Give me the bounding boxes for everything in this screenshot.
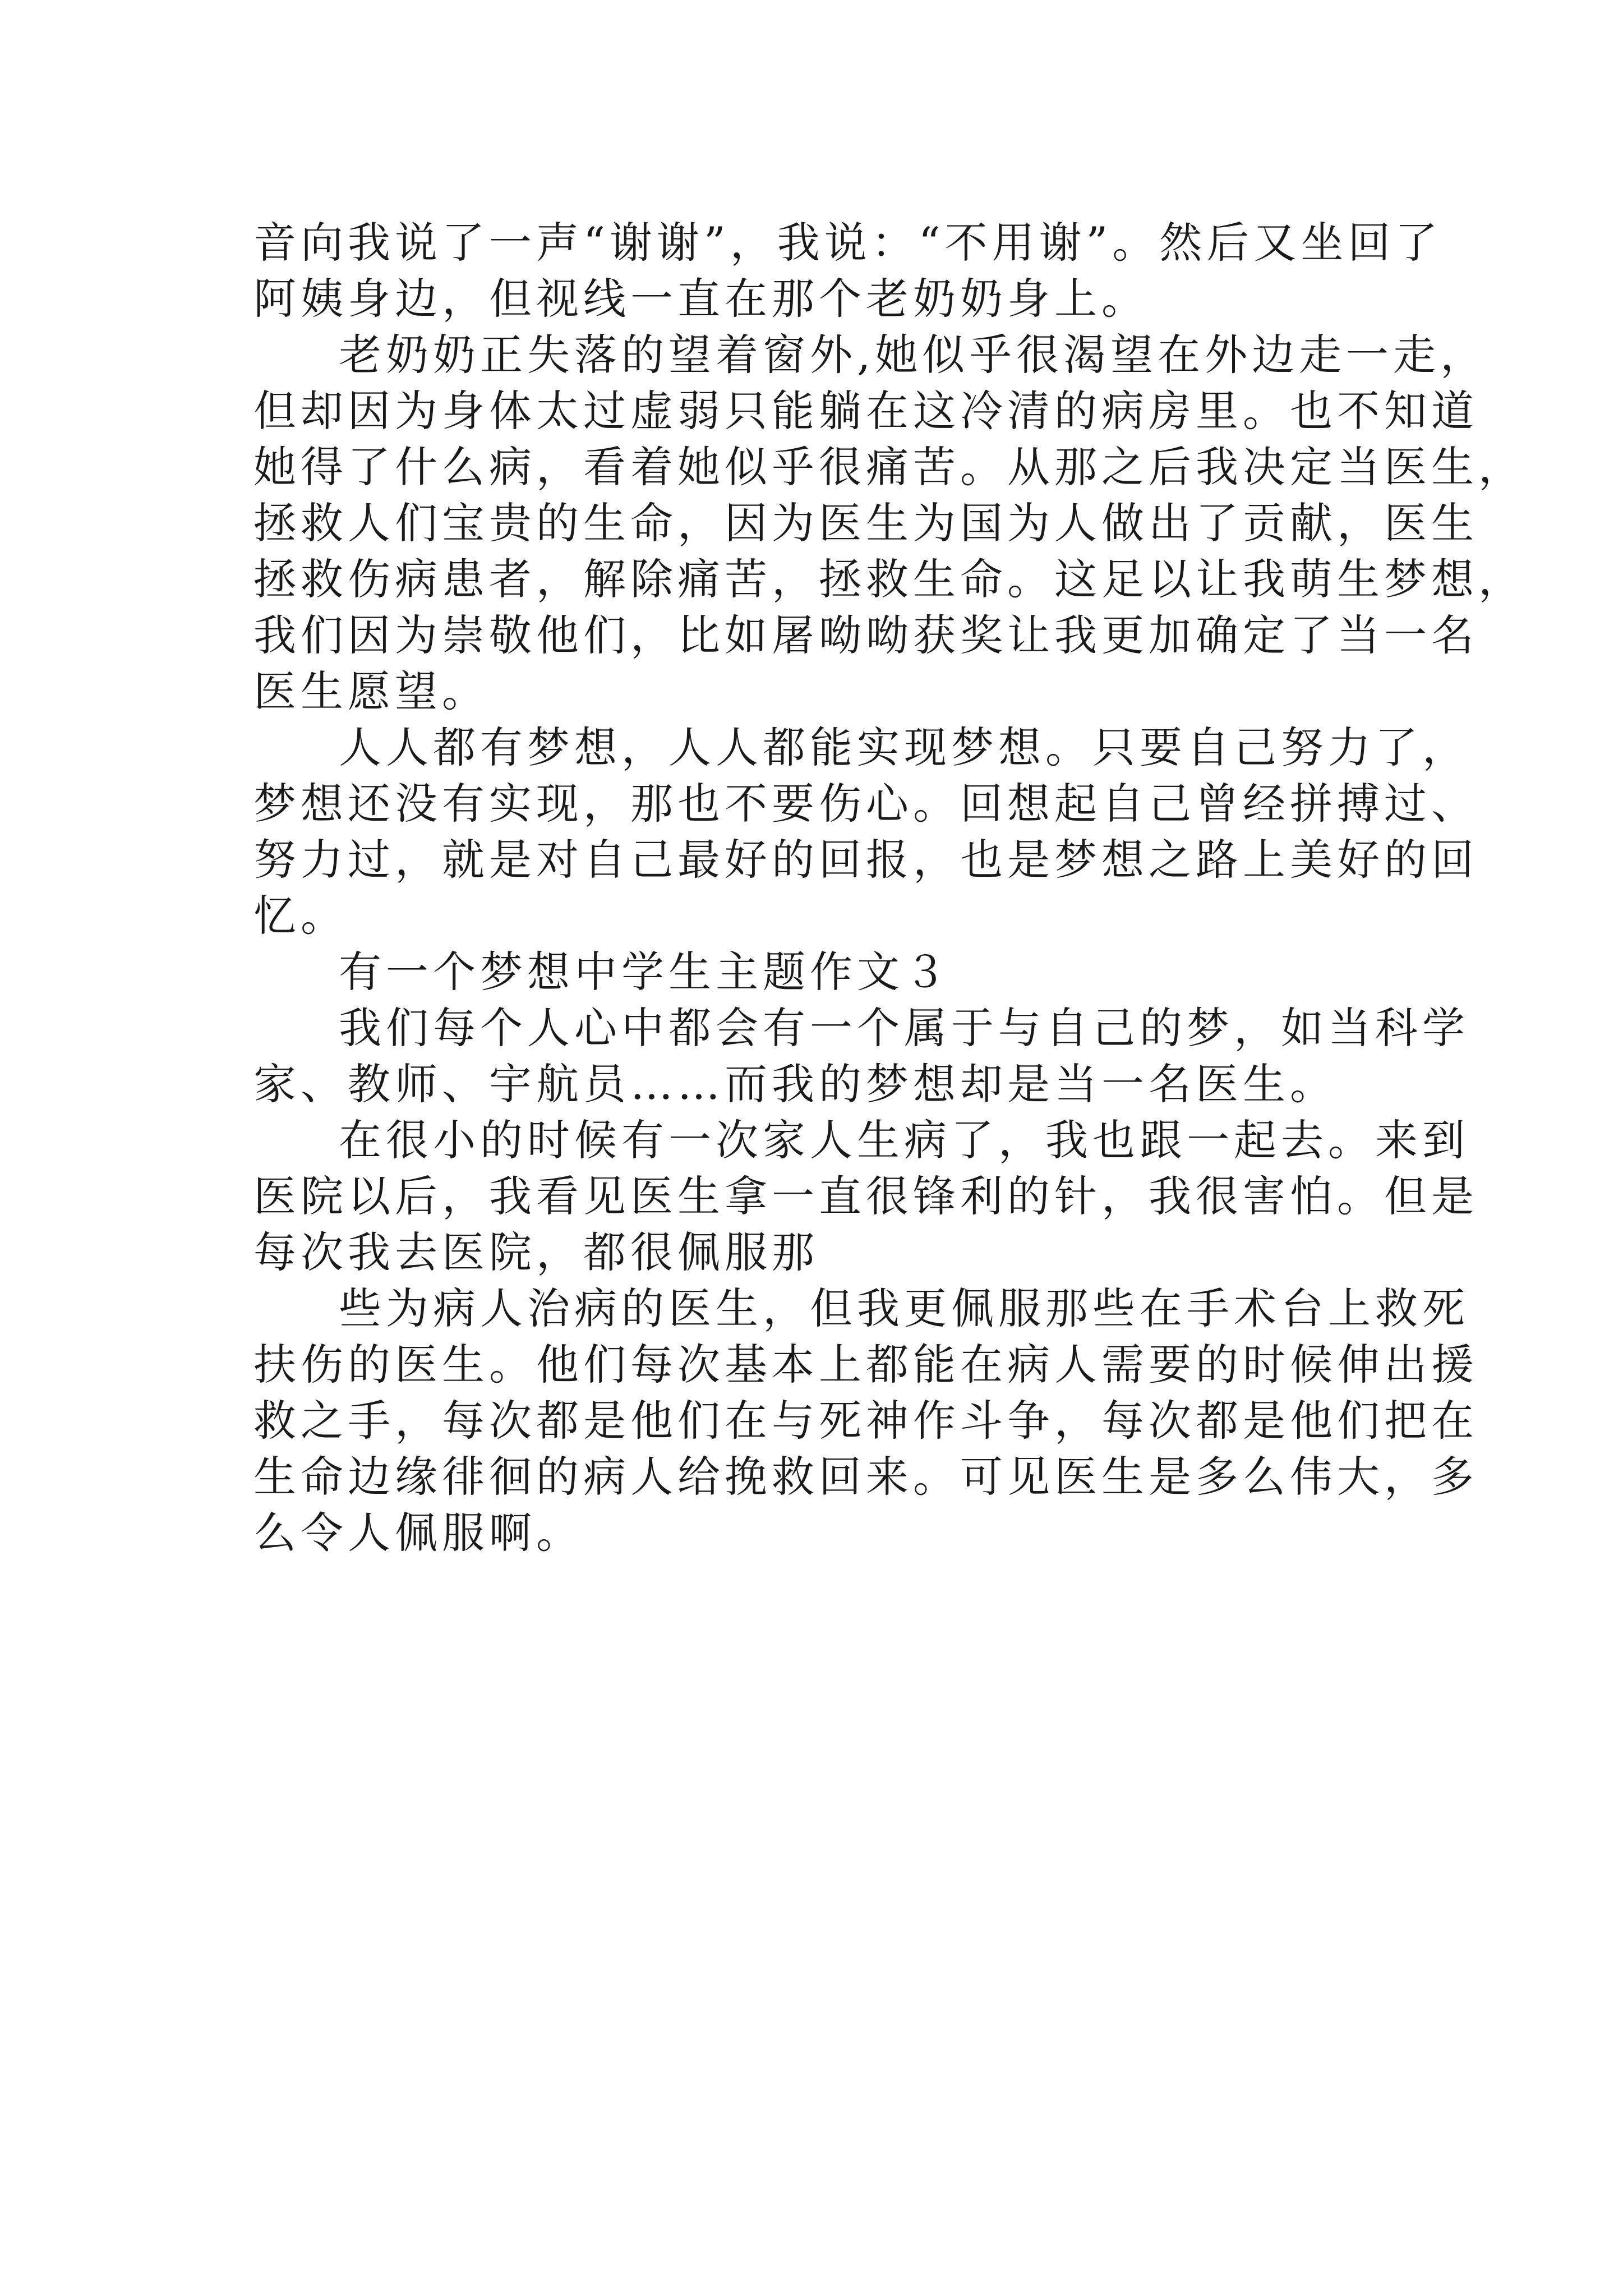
paragraph-1-line-1: 音向我说了一声“谢谢”，我说：“不用谢”。然后又坐回了 <box>253 218 1442 268</box>
paragraph-5-line-1: 在很小的时候有一次家人生病了，我也跟一起去。来到 <box>339 1115 1469 1165</box>
paragraph-2-line-4: 拯救人们宝贵的生命，因为医生为国为人做出了贡献，医生 <box>253 498 1478 548</box>
paragraph-2-line-6: 我们因为崇敬他们，比如屠呦呦获奖让我更加确定了当一名 <box>253 610 1478 660</box>
paragraph-6-line-4: 生命边缘徘徊的病人给挽救回来。可见医生是多么伟大，多 <box>253 1452 1478 1502</box>
paragraph-6-line-1: 些为病人治病的医生，但我更佩服那些在手术台上救死 <box>339 1283 1469 1333</box>
paragraph-5-line-2: 医院以后，我看见医生拿一直很锋利的针，我很害怕。但是 <box>253 1171 1478 1221</box>
paragraph-1-line-2: 阿姨身边，但视线一直在那个老奶奶身上。 <box>253 274 1149 324</box>
paragraph-3-line-3: 努力过，就是对自己最好的回报，也是梦想之路上美好的回 <box>253 835 1478 885</box>
paragraph-3-line-4: 忆。 <box>253 891 348 941</box>
paragraph-6-line-3: 救之手，每次都是他们在与死神作斗争，每次都是他们把在 <box>253 1396 1478 1446</box>
paragraph-3-line-1: 人人都有梦想，人人都能实现梦想。只要自己努力了， <box>339 723 1469 772</box>
paragraph-2-line-7: 医生愿望。 <box>253 666 489 716</box>
section-title: 有一个梦想中学生主题作文３ <box>339 947 951 997</box>
paragraph-2-line-5: 拯救伤病患者，解除痛苦，拯救生命。这足以让我萌生梦想， <box>253 554 1525 604</box>
paragraph-2-line-2: 但却因为身体太过虚弱只能躺在这冷清的病房里。也不知道 <box>253 386 1478 436</box>
paragraph-6-line-5: 么令人佩服啊。 <box>253 1508 583 1558</box>
paragraph-5-line-3: 每次我去医院，都很佩服那 <box>253 1227 819 1277</box>
paragraph-4-line-1: 我们每个人心中都会有一个属于与自己的梦，如当科学 <box>339 1003 1469 1053</box>
paragraph-6-line-2: 扶伤的医生。他们每次基本上都能在病人需要的时候伸出援 <box>253 1340 1478 1389</box>
paragraph-4-line-2: 家、教师、宇航员……而我的梦想却是当一名医生。 <box>253 1059 1337 1109</box>
paragraph-2-line-3: 她得了什么病，看着她似乎很痛苦。从那之后我决定当医生， <box>253 442 1525 492</box>
paragraph-3-line-2: 梦想还没有实现，那也不要伤心。回想起自己曾经拼搏过、 <box>253 779 1478 829</box>
paragraph-2-line-1: 老奶奶正失落的望着窗外,她似乎很渴望在外边走一走， <box>339 330 1488 380</box>
